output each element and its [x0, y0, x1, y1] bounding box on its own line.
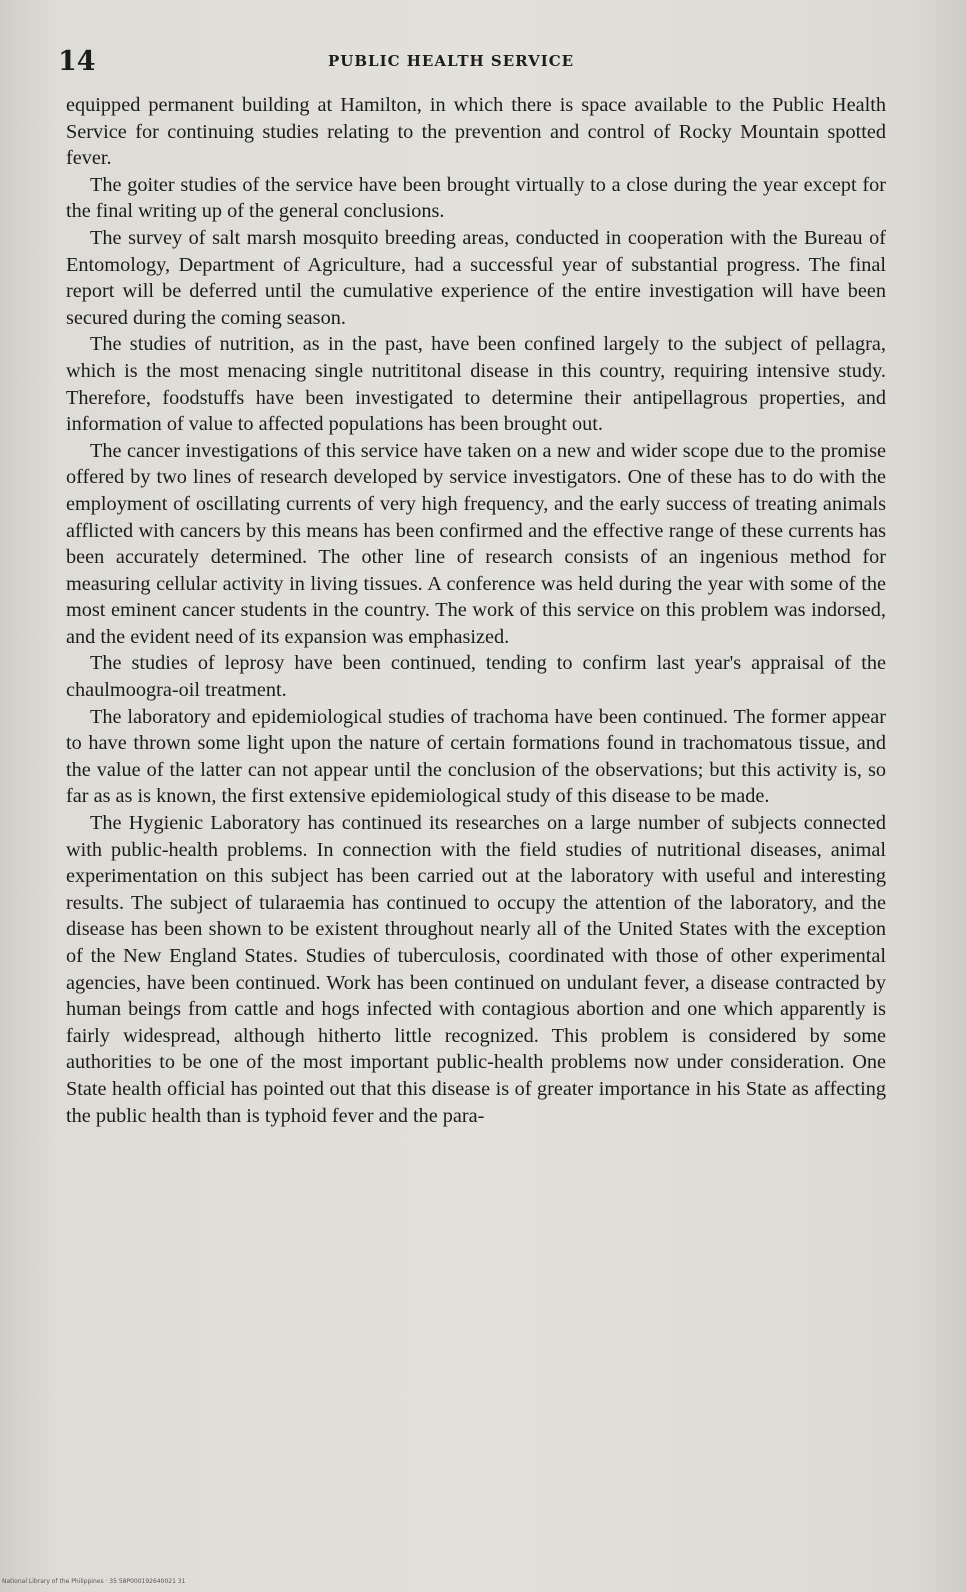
- paragraph: The survey of salt marsh mosquito breeding areas, conducted in cooperation with the Bureau of Entomology, Department of Agriculture, had a successful year of substantial progress. The final report will be deferred until the cumulative experience of the entire investigation will have been secured during the coming season.: [66, 226, 886, 329]
- scan-footer-note: National Library of the Philippines · 35 58P000192640021 31: [2, 1578, 186, 1585]
- paragraph: The laboratory and epidemiological studies of trachoma have been continued. The former appear to have thrown some light upon the nature of certain formations found in trachomatous tissue, and the value of the latter can not appear until the conclusion of the observations; but this activity is, so far as as is known, the first extensive epidemiological study of this disease to be made.: [66, 705, 886, 808]
- paragraph: The Hygienic Laboratory has continued its researches on a large number of subjects connected with public-health problems. In connection with the field studies of nutritional diseases, animal experimentation on this subject has been carried out at the laboratory with useful and interesting results. The subject of tularaemia has continued to occupy the attention of the laboratory, and the disease has been shown to be existent throughout nearly all of the United States with the exception of the New England States. Studies of tuberculosis, coordinated with those of other experimental agencies, have been continued. Work has been continued on undulant fever, a disease contracted by human beings from cattle and hogs infected with contagious abortion and one which apparently is fairly widespread, although hitherto little recognized. This problem is considered by some authorities to be one of the most important public-health problems now under consideration. One State health official has pointed out that this disease is of greater importance in his State as affecting the public health than is typhoid fever and the para-: [66, 812, 886, 1127]
- paragraph: The studies of nutrition, as in the past, have been confined largely to the subject of pellagra, which is the most menacing single nutrititonal disease in this country, requiring intensive study. Therefore, foodstuffs have been investigated to determine their antipellagrous properties, and information of value to affected populations has been brought out.: [66, 333, 886, 436]
- running-head: PUBLIC HEALTH SERVICE: [328, 52, 575, 70]
- paragraph: equipped permanent building at Hamilton, in which there is space available to the Public Health Service for continuing studies relating to the prevention and control of Rocky Mountain spotted fever.: [66, 94, 886, 170]
- page-header: [58, 46, 908, 86]
- paragraph: The studies of leprosy have been continued, tending to confirm last year's appraisal of the chaulmoogra-oil treatment.: [66, 652, 886, 702]
- body-text: [66, 92, 886, 1129]
- paragraph: The goiter studies of the service have been brought virtually to a close during the year except for the final writing up of the general conclusions.: [66, 173, 886, 223]
- page-number: 14: [58, 46, 96, 77]
- paragraph: The cancer investigations of this service have taken on a new and wider scope due to the promise offered by two lines of research developed by service investigators. One of these has to do with the employment of oscillating currents of very high frequency, and the early success of treating animals afflicted with cancers by this means has been confirmed and the effective range of these currents has been accurately determined. The other line of research consists of an ingenious method for measuring cellular activity in living tissues. A conference was held during the year with some of the most eminent cancer students in the country. The work of this service on this problem was indorsed, and the evident need of its expansion was emphasized.: [66, 439, 886, 648]
